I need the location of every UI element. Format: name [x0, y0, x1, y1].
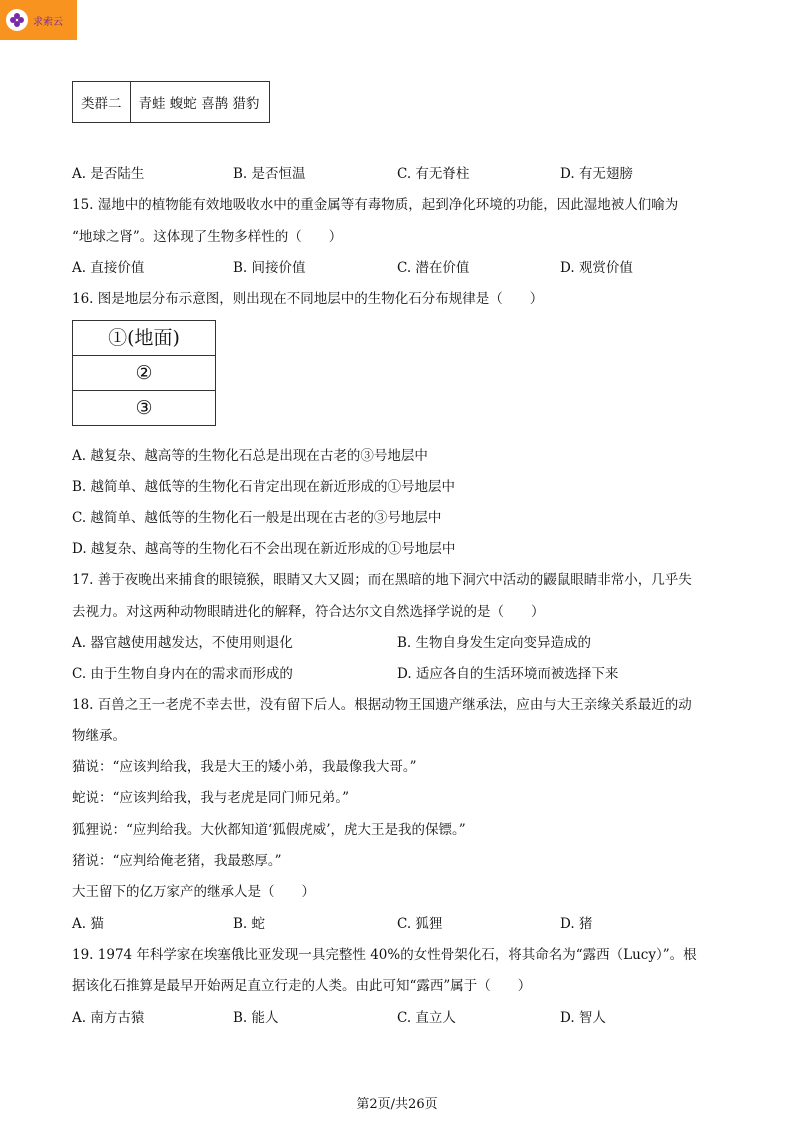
q19-option-c: C. 直立人	[397, 1010, 456, 1026]
q15-option-c: C. 潜在价值	[397, 260, 470, 276]
q17-stem-line1: 17. 善于夜晚出来捕食的眼镜猴，眼睛又大又圆；而在黑暗的地下洞穴中活动的鼹鼠眼睛非常小，几乎失	[72, 572, 692, 588]
logo	[0, 0, 77, 40]
q16-option-d: D. 越复杂、越高等的生物化石不会出现在新近形成的①号地层中	[72, 541, 456, 557]
q17-stem-line2: 去视力。对这两种动物眼睛进化的解释，符合达尔文自然选择学说的是（ ）	[72, 604, 545, 620]
q18-fox-quote: 狐狸说：“应判给我。大伙都知道‘狐假虎威’，虎大王是我的保镖。”	[72, 822, 466, 838]
q18-question: 大王留下的亿万家产的继承人是（ ）	[72, 884, 315, 900]
stratum-3: ③	[135, 397, 153, 419]
stratum-2: ②	[73, 356, 215, 391]
q18-stem-line1: 18. 百兽之王一老虎不幸去世，没有留下后人。根据动物王国遗产继承法，应由与大王亲缘关系最近的动	[72, 697, 692, 713]
q14-option-a: A. 是否陆生	[72, 166, 145, 182]
q19-stem-line2: 据该化石推算是最早开始两足直立行走的人类。由此可知“露西”属于（ ）	[72, 978, 532, 994]
q19-option-a: A. 南方古猿	[72, 1010, 145, 1026]
q15-option-a: A. 直接价值	[72, 260, 145, 276]
q17-option-d: D. 适应各自的生活环境而被选择下来	[397, 666, 619, 682]
stratum-1: ①(地面)	[73, 321, 215, 356]
q14-option-c: C. 有无脊柱	[397, 166, 470, 182]
q15-option-b: B. 间接价值	[233, 260, 306, 276]
q16-option-b: B. 越简单、越低等的生物化石肯定出现在新近形成的①号地层中	[72, 479, 456, 495]
q19-option-b: B. 能人	[233, 1010, 279, 1026]
q16-stem: 16. 图是地层分布示意图，则出现在不同地层中的生物化石分布规律是（ ）	[72, 291, 544, 307]
q15-stem-line2: “地球之肾”。这体现了生物多样性的（ ）	[72, 229, 343, 245]
q18-stem-line2: 物继承。	[72, 728, 126, 744]
q18-option-b: B. 蛇	[233, 916, 266, 932]
q17-option-a: A. 器官越使用越发达，不使用则退化	[72, 635, 293, 651]
q17-option-b: B. 生物自身发生定向变异造成的	[397, 635, 592, 651]
q16-option-c: C. 越简单、越低等的生物化石一般是出现在古老的③号地层中	[72, 510, 442, 526]
logo-text: 求索云	[33, 16, 63, 28]
q18-pig-quote: 猪说：“应判给俺老猪，我最憨厚。”	[72, 853, 282, 869]
class-table	[72, 81, 270, 123]
q18-cat-quote: 猫说：“应该判给我，我是大王的矮小弟，我最像我大哥。”	[72, 759, 417, 775]
q18-option-a: A. 猫	[72, 916, 104, 932]
strata-diagram	[72, 320, 216, 426]
q15-stem-line1: 15. 湿地中的植物能有效地吸收水中的重金属等有毒物质，起到净化环境的功能，因此湿地被人们喻为	[72, 197, 679, 213]
class-members: 青蛙 蝮蛇 喜鹊 猎豹	[130, 82, 270, 123]
q18-option-d: D. 猪	[560, 916, 593, 932]
q19-option-d: D. 智人	[560, 1010, 606, 1026]
logo-icon	[6, 9, 28, 31]
q14-option-d: D. 有无翅膀	[560, 166, 633, 182]
page-footer: 第2页/共26页	[356, 1097, 438, 1112]
class-label: 类群二	[73, 82, 131, 123]
q15-option-d: D. 观赏价值	[560, 260, 633, 276]
q16-option-a: A. 越复杂、越高等的生物化石总是出现在古老的③号地层中	[72, 448, 428, 464]
q14-option-b: B. 是否恒温	[233, 166, 306, 182]
q18-snake-quote: 蛇说：“应该判给我，我与老虎是同门师兄弟。”	[72, 790, 350, 806]
q17-option-c: C. 由于生物自身内在的需求而形成的	[72, 666, 293, 682]
q18-option-c: C. 狐狸	[397, 916, 443, 932]
q19-stem-line1: 19. 1974 年科学家在埃塞俄比亚发现一具完整性 40%的女性骨架化石，将其命名为“露西（Lucy）”。根	[72, 947, 697, 963]
